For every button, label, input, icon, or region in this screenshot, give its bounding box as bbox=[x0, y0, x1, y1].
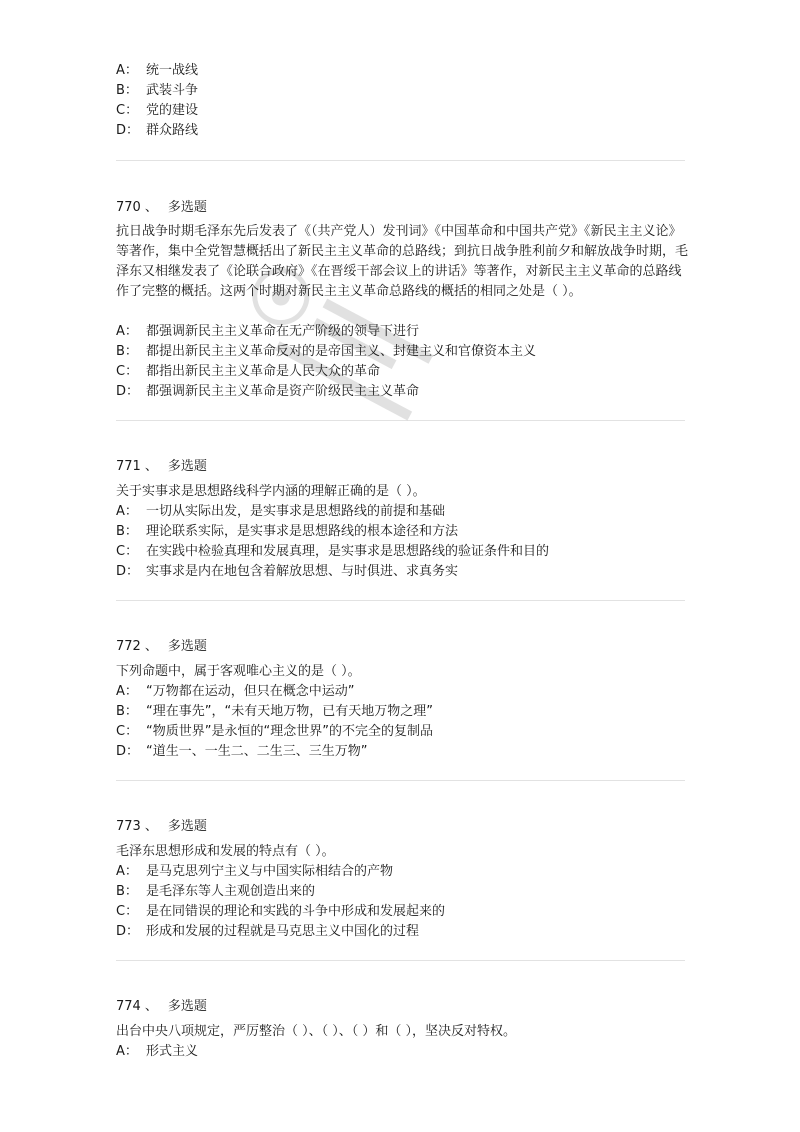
option-a: A： 形式主义 bbox=[116, 1044, 199, 1059]
question-header: 771 、 多选题 bbox=[116, 459, 207, 474]
option-c: C： 是在同错误的理论和实践的斗争中形成和发展起来的 bbox=[116, 904, 446, 919]
option-a: A： 统一战线 bbox=[116, 63, 199, 78]
question-stem: 毛泽东思想形成和发展的特点有（ ）。 bbox=[116, 844, 335, 859]
option-b: B： 都提出新民主主义革命反对的是帝国主义、封建主义和官僚资本主义 bbox=[116, 344, 537, 359]
question-header: 773 、 多选题 bbox=[116, 819, 207, 834]
question-stem: 下列命题中，属于客观唯心主义的是（ ）。 bbox=[116, 664, 361, 679]
option-d: D： 群众路线 bbox=[116, 123, 199, 138]
option-b: B： “理在事先”，“未有天地万物，已有天地万物之理” bbox=[116, 704, 433, 719]
option-a: A： 是马克思列宁主义与中国实际相结合的产物 bbox=[116, 864, 394, 879]
option-b: B： 理论联系实际，是实事求是思想路线的根本途径和方法 bbox=[116, 524, 459, 539]
question-stem: 抗日战争时期毛泽东先后发表了《（共产党人）发刊词》《中国革命和中国共产党》《新民主主义论》等著作，集中全党智慧概括出了新民主主义革命的总路线；到抗日战争胜利前夕和解放战争时期，毛泽东又相继发表了《论联合政府》《在晋绥干部会议上的讲话》等著作，对新民主主义革命的总路线作了完整的概括。这两个时期对新民主主义革命总路线的概括的相同之处是（ ）。 bbox=[116, 224, 689, 299]
option-d: D： 形成和发展的过程就是马克思主义中国化的过程 bbox=[116, 924, 420, 939]
divider bbox=[116, 160, 685, 161]
option-d: D： 都强调新民主主义革命是资产阶级民主主义革命 bbox=[116, 384, 420, 399]
divider bbox=[116, 780, 685, 781]
option-b: B： 是毛泽东等人主观创造出来的 bbox=[116, 884, 316, 899]
question-header: 770 、 多选题 bbox=[116, 200, 207, 215]
option-a: A： 都强调新民主主义革命在无产阶级的领导下进行 bbox=[116, 324, 420, 339]
option-d: D： “道生一、一生二、二生三、三生万物” bbox=[116, 744, 368, 759]
option-a: A： “万物都在运动，但只在概念中运动” bbox=[116, 684, 355, 699]
question-stem: 关于实事求是思想路线科学内涵的理解正确的是（ ）。 bbox=[116, 484, 426, 499]
option-c: C： 党的建设 bbox=[116, 103, 199, 118]
option-c: C： 在实践中检验真理和发展真理，是实事求是思想路线的验证条件和目的 bbox=[116, 544, 550, 559]
option-c: C： “物质世界”是永恒的“理念世界”的不完全的复制品 bbox=[116, 724, 433, 739]
option-b: B： 武装斗争 bbox=[116, 83, 199, 98]
option-a: A： 一切从实际出发，是实事求是思想路线的前提和基础 bbox=[116, 504, 446, 519]
divider bbox=[116, 960, 685, 961]
question-header: 772 、 多选题 bbox=[116, 639, 207, 654]
divider bbox=[116, 600, 685, 601]
option-d: D： 实事求是内在地包含着解放思想、与时俱进、求真务实 bbox=[116, 564, 459, 579]
question-stem: 出台中央八项规定，严厉整治（ ）、（ ）、（ ）和（ ），坚决反对特权。 bbox=[116, 1024, 517, 1039]
question-header: 774 、 多选题 bbox=[116, 999, 207, 1014]
divider bbox=[116, 420, 685, 421]
option-c: C： 都指出新民主主义革命是人民大众的革命 bbox=[116, 364, 381, 379]
